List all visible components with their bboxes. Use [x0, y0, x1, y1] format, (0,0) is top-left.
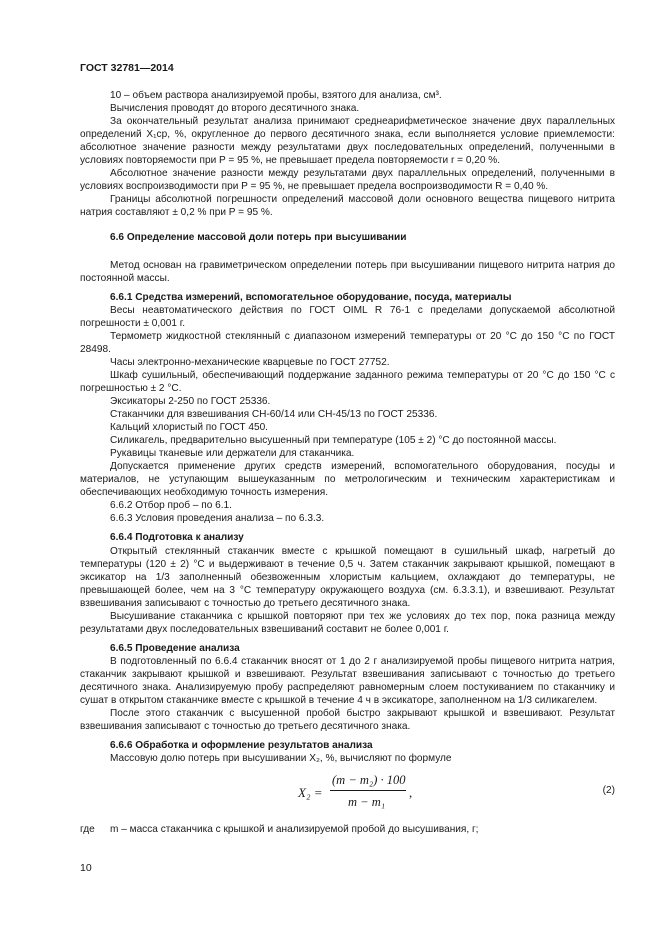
preparation-paragraph: Высушивание стаканчика с крышкой повторяют при тех же условиях до тех пор, пока разница между результатами двух последовательных взвешиваний составит не более 0,001 г. [80, 610, 615, 635]
where-clause [80, 823, 615, 836]
subsection-heading-6-6-1: 6.6.1 Средства измерений, вспомогательное оборудование, посуда, материалы [110, 291, 512, 303]
equipment-item: Часы электронно-механические кварцевые по ГОСТ 27752. [110, 356, 390, 368]
equipment-item: Рукавицы тканевые или держатели для стаканчика. [110, 448, 355, 460]
formula-numerator: (m − m₂) · 100 [332, 773, 406, 788]
paragraph-precision: Вычисления проводят до второго десятичного знака. [110, 103, 360, 115]
paragraph-reproducibility: Абсолютное значение разности между результатами двух параллельных определений, полученными в условиях воспроизводимости при P = 95 %, не превышает предела воспроизводимости R = 0,40 %. [80, 168, 615, 193]
section-intro: Метод основан на гравиметрическом определении потерь при высушивании пищевого нитрита натрия до постоянной массы. [80, 259, 615, 284]
document-page [80, 62, 615, 836]
equipment-item: Термометр жидкостной стеклянный с диапазоном измерений температуры от 20 °С до 150 °С по ГОСТ 28498. [80, 330, 615, 355]
procedure-paragraph: После этого стаканчик с высушенной пробой быстро закрывают крышкой и взвешивают. Результат взвешивания записывают с точностью до третьего десятичного знака. [80, 708, 615, 733]
subsection-heading-6-6-6: 6.6.6 Обработка и оформление результатов анализа [110, 740, 373, 752]
document-header: ГОСТ 32781—2014 [80, 62, 174, 74]
equipment-item: Шкаф сушильный, обеспечивающий поддержание заданного режима температуры от 20 °С до 150 °С с погрешностью ± 2 °С. [80, 369, 615, 394]
section-heading-6-6: 6.6 Определение массовой доли потерь при высушивании [110, 232, 407, 244]
formula-2 [80, 771, 615, 819]
where-word: где [80, 824, 95, 836]
equipment-item: Кальций хлористый по ГОСТ 450. [110, 422, 268, 434]
formula-comma: , [409, 785, 413, 801]
subsection-6-6-2: 6.6.2 Отбор проб – по 6.1. [110, 500, 232, 512]
where-definition: m – масса стаканчика с крышкой и анализируемой пробой до высушивания, г; [110, 824, 479, 836]
equipment-item: Весы неавтоматического действия по ГОСТ OIML R 76-1 с пределами допускаемой абсолютной погрешности ± 0,001 г. [80, 304, 615, 329]
procedure-paragraph: В подготовленный по 6.6.4 стаканчик вносят от 1 до 2 г анализируемой пробы пищевого нитрита натрия, стаканчик закрывают крышкой и взвешивают. Результат взвешивания записывают с точностью до третьего десятичного знака. Анализируемую пробу распределяют равномерным слоем постукиванием по стаканчику и сушат в открытом стаканчике вместе с крышкой в течение 4 ч в эксикаторе, заполненном на 1/3 силикагелем. [80, 655, 615, 707]
equipment-item: Стаканчики для взвешивания СН-60/14 или СН-45/13 по ГОСТ 25336. [110, 409, 438, 421]
formula-number: (2) [602, 785, 615, 797]
paragraph-volume: 10 – объем раствора анализируемой пробы, взятого для анализа, см³. [110, 90, 442, 101]
paragraph-final-result: За окончательный результат анализа принимают среднеарифметическое значение двух параллельных определений X₁ср, %, округленное до первого десятичного знака, если выполняется условие приемлемости: абсолютное значение разности между результатами двух последовательных определений, полученными в условиях повторяемости при P = 95 %, не превышает предела повторяемости r = 0,20 %. [80, 116, 615, 167]
fraction-bar [330, 790, 406, 791]
formula-denominator: m − m₁ [348, 795, 386, 810]
calculation-paragraph: Массовую долю потерь при высушивании X₂, %, вычисляют по формуле [110, 753, 452, 765]
preparation-paragraph: Открытый стеклянный стаканчик вместе с крышкой помещают в сушильный шкаф, нагретый до температуры (120 ± 2) °С и выдерживают в течение 0,5 ч. Затем стаканчик закрывают крышкой, помещают в эксикатор на 1/3 заполненный обезвоженным хлористым кальцием, охлаждают до температуры, не превышающей более, чем на 3 °С температуру окружающего воздуха (см. 6.3.3.1), и взвешивают. Результат взвешивания записывают с точностью до третьего десятичного знака. [80, 545, 615, 609]
subsection-heading-6-6-4: 6.6.4 Подготовка к анализу [110, 532, 244, 544]
subsection-heading-6-6-5: 6.6.5 Проведение анализа [110, 642, 240, 654]
equipment-item: Эксикаторы 2-250 по ГОСТ 25336. [110, 395, 271, 407]
subsection-6-6-3: 6.6.3 Условия проведения анализа – по 6.3.3. [110, 513, 325, 525]
equipment-item: Допускается применение других средств измерений, вспомогательного оборудования, посуды и материалов, не уступающим вышеуказанным по метрологическим и техническим характеристикам и обеспечивающих необходимую точность измерения. [80, 461, 615, 499]
equipment-item: Силикагель, предварительно высушенный при температуре (105 ± 2) °С до постоянной массы. [110, 435, 557, 447]
page-number: 10 [80, 862, 92, 874]
formula-lhs: X₂ = [298, 785, 323, 801]
paragraph-error-bounds: Границы абсолютной погрешности определений массовой доли основного вещества пищевого нитрита натрия составляют ± 0,2 % при P = 95 %. [80, 194, 615, 219]
